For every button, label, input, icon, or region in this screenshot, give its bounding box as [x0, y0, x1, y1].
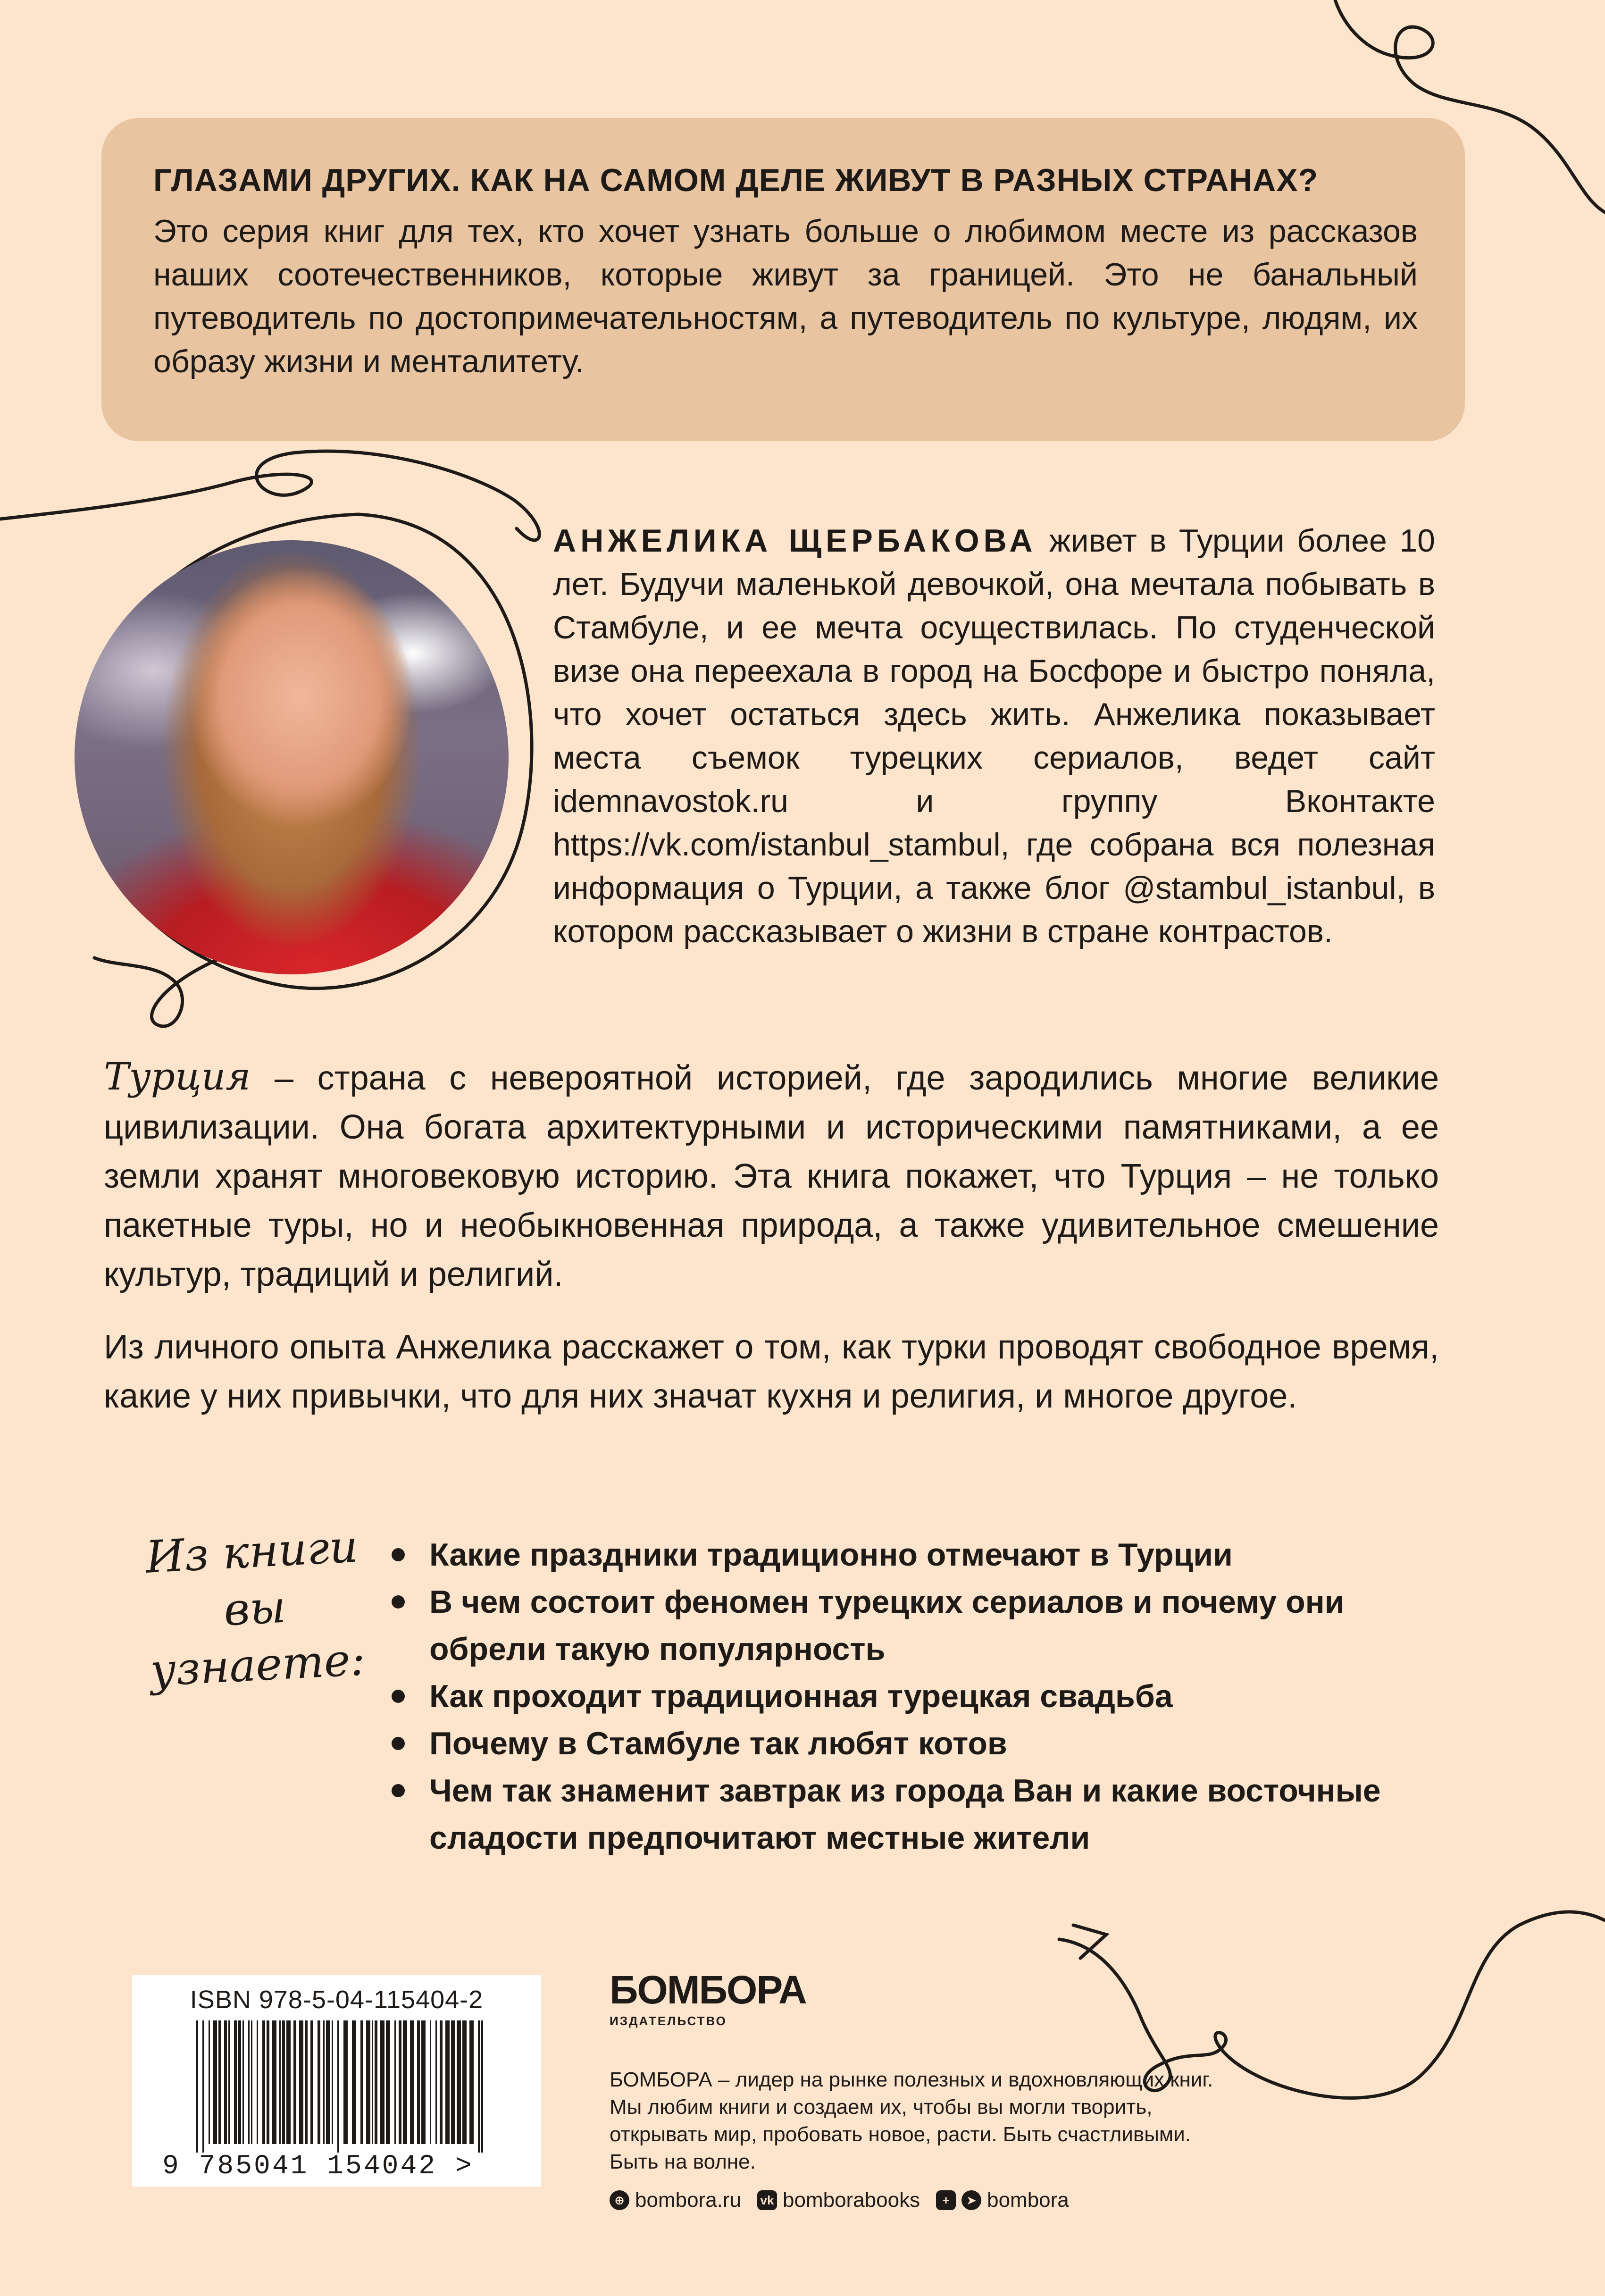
barcode-bar — [451, 2020, 455, 2144]
barcode-bar — [282, 2020, 285, 2144]
list-item: Почему в Стамбуле так любят котов — [392, 1720, 1382, 1767]
barcode-bar — [352, 2020, 356, 2144]
barcode-bar — [386, 2020, 390, 2144]
barcode-bar — [234, 2020, 237, 2144]
barcode-bar — [421, 2020, 426, 2144]
publisher-block — [610, 1969, 1223, 2213]
barcode-bar — [478, 2020, 480, 2153]
barcode-bar — [242, 2020, 244, 2144]
barcode-bar — [310, 2020, 313, 2144]
barcode-bar — [209, 2020, 210, 2144]
barcode-bar — [286, 2020, 291, 2144]
barcode-bar — [435, 2020, 437, 2144]
barcode-bar — [343, 2020, 348, 2144]
barcode-bar — [380, 2020, 385, 2144]
vk-link[interactable] — [757, 2187, 920, 2213]
barcode-bar — [445, 2020, 450, 2144]
barcode-bar — [228, 2020, 230, 2144]
plus-icon: + — [936, 2190, 956, 2210]
barcode-bar — [305, 2020, 308, 2144]
barcode-bar — [213, 2020, 217, 2144]
barcode-digits: 9 785041 154042 > — [162, 2151, 474, 2182]
barcode-bar — [318, 2020, 320, 2144]
series-description: Это серия книг для тех, кто хочет узнать больше о любимом месте из рассказов наших соотечественников, которые живут за границей. Это не банальный путеводитель по достопримечательностям, а путеводитель по культуре, людям, их образу жизни и менталитету. — [153, 213, 1418, 379]
description-paragraph-1-text: – страна с невероятной историей, где зародились многие великие цивилизации. Она богата архитектурными и историческими памятниками, а ее земли хранят многовековую историю. Эта книга покажет, что Турция – не только пакетные туры, но и необыкновенная природа, а также удивительное смешение культур, традиций и религий. — [104, 1059, 1439, 1293]
social-label: bombora — [987, 2188, 1069, 2212]
barcode-bar — [202, 2020, 204, 2153]
barcode-bar — [293, 2020, 296, 2144]
description-paragraph-1 — [104, 1052, 1439, 1299]
script-word-turkey: Турция — [104, 1055, 251, 1098]
barcode-bar — [430, 2020, 431, 2144]
website-label: bombora.ru — [635, 2188, 742, 2212]
learn-list — [392, 1531, 1382, 1861]
barcode-bar — [251, 2020, 252, 2144]
list-item: Как проходит традиционная турецкая свадьба — [392, 1673, 1382, 1720]
list-item: Чем так знаменит завтрак из города Ван и какие восточные сладости предпочитают местные жители — [392, 1767, 1382, 1861]
barcode-bar — [267, 2020, 269, 2144]
barcode-bar — [366, 2020, 370, 2144]
telegram-icon: ➤ — [961, 2190, 981, 2210]
barcode-bar — [462, 2020, 467, 2144]
author-bio-text: живет в Турции более 10 лет. Будучи маленькой девочкой, она мечтала побывать в Стамбуле, и ее мечта осуществилась. По студенческой визе она переехала в город на Босфоре и быстро поняла, что хочет остаться здесь жить. Анжелика показывает места съемок турецких сериалов, ведет сайт idemnavostok.ru и группу Вконтакте https://vk.com/istanbul_stambul, где собрана вся полезная информация о Турции, а также блог @stambul_istanbul, в котором рассказывает о жизни в стране контрастов. — [553, 523, 1435, 949]
barcode-bar — [238, 2020, 241, 2144]
barcode-bar — [410, 2020, 414, 2144]
series-info-box — [101, 118, 1465, 441]
barcode-bar — [372, 2020, 373, 2144]
barcode-bar — [323, 2020, 325, 2144]
barcode-bar — [417, 2020, 420, 2144]
barcode-bar — [272, 2020, 276, 2144]
publisher-links — [610, 2187, 1223, 2213]
barcode-bar — [337, 2020, 339, 2153]
vk-label: bomborabooks — [783, 2188, 920, 2212]
barcode-bar — [224, 2020, 227, 2144]
website-link[interactable] — [610, 2187, 741, 2213]
author-photo — [75, 540, 509, 974]
learn-heading-line-1: Из книги — [144, 1521, 359, 1584]
barcode-bar — [403, 2020, 407, 2144]
list-item: Какие праздники традиционно отмечают в Турции — [392, 1531, 1382, 1578]
globe-icon: ⊕ — [610, 2190, 629, 2210]
vk-icon: vk — [757, 2190, 777, 2210]
barcode-bar — [332, 2020, 333, 2144]
barcode-bar — [248, 2020, 250, 2144]
learn-heading — [118, 1517, 391, 1701]
barcode-bar — [257, 2020, 258, 2144]
barcode-bar — [279, 2020, 281, 2144]
social-link[interactable] — [936, 2187, 1069, 2213]
barcode-bar — [394, 2020, 396, 2144]
barcode-bar — [375, 2020, 377, 2144]
barcode-bar — [262, 2020, 265, 2144]
barcode-bar — [299, 2020, 303, 2144]
barcode-bar — [469, 2020, 474, 2144]
publisher-logo: БОМБОРА — [610, 1968, 806, 2012]
publisher-description: БОМБОРА – лидер на рынке полезных и вдохновляющих книг. Мы любим книги и создаем их, чтобы вы могли творить, открывать мир, пробовать новое, расти. Быть счастливыми. Быть на волне. — [610, 2068, 1213, 2173]
barcode-bar — [196, 2020, 198, 2153]
learn-heading-line-2: вы узнаете: — [149, 1581, 367, 1697]
publisher-subtitle: ИЗДАТЕЛЬСТВО — [610, 2014, 727, 2028]
isbn-number: ISBN 978-5-04-115404-2 — [190, 1986, 484, 2014]
barcode-bar — [457, 2020, 461, 2144]
barcode-bar — [399, 2020, 401, 2144]
barcode-bar — [440, 2020, 443, 2144]
barcode-icon — [193, 2020, 486, 2153]
author-bio — [553, 519, 1435, 953]
series-title: ГЛАЗАМИ ДРУГИХ. КАК НА САМОМ ДЕЛЕ ЖИВУТ В РАЗНЫХ СТРАНАХ? — [153, 162, 1319, 198]
barcode-bar — [326, 2020, 330, 2144]
barcode-bar — [360, 2020, 363, 2144]
barcode-bar — [481, 2020, 483, 2153]
author-name: АНЖЕЛИКА ЩЕРБАКОВА — [553, 523, 1037, 559]
list-item: В чем состоит феномен турецких сериалов и почему они обрели такую популярность — [392, 1578, 1382, 1673]
book-description — [104, 1052, 1439, 1421]
barcode-bar — [218, 2020, 221, 2144]
description-paragraph-2: Из личного опыта Анжелика расскажет о том, как турки проводят свободное время, какие у них привычки, что для них значат кухня и религия, и многое другое. — [104, 1328, 1439, 1415]
barcode-block — [132, 1975, 541, 2187]
